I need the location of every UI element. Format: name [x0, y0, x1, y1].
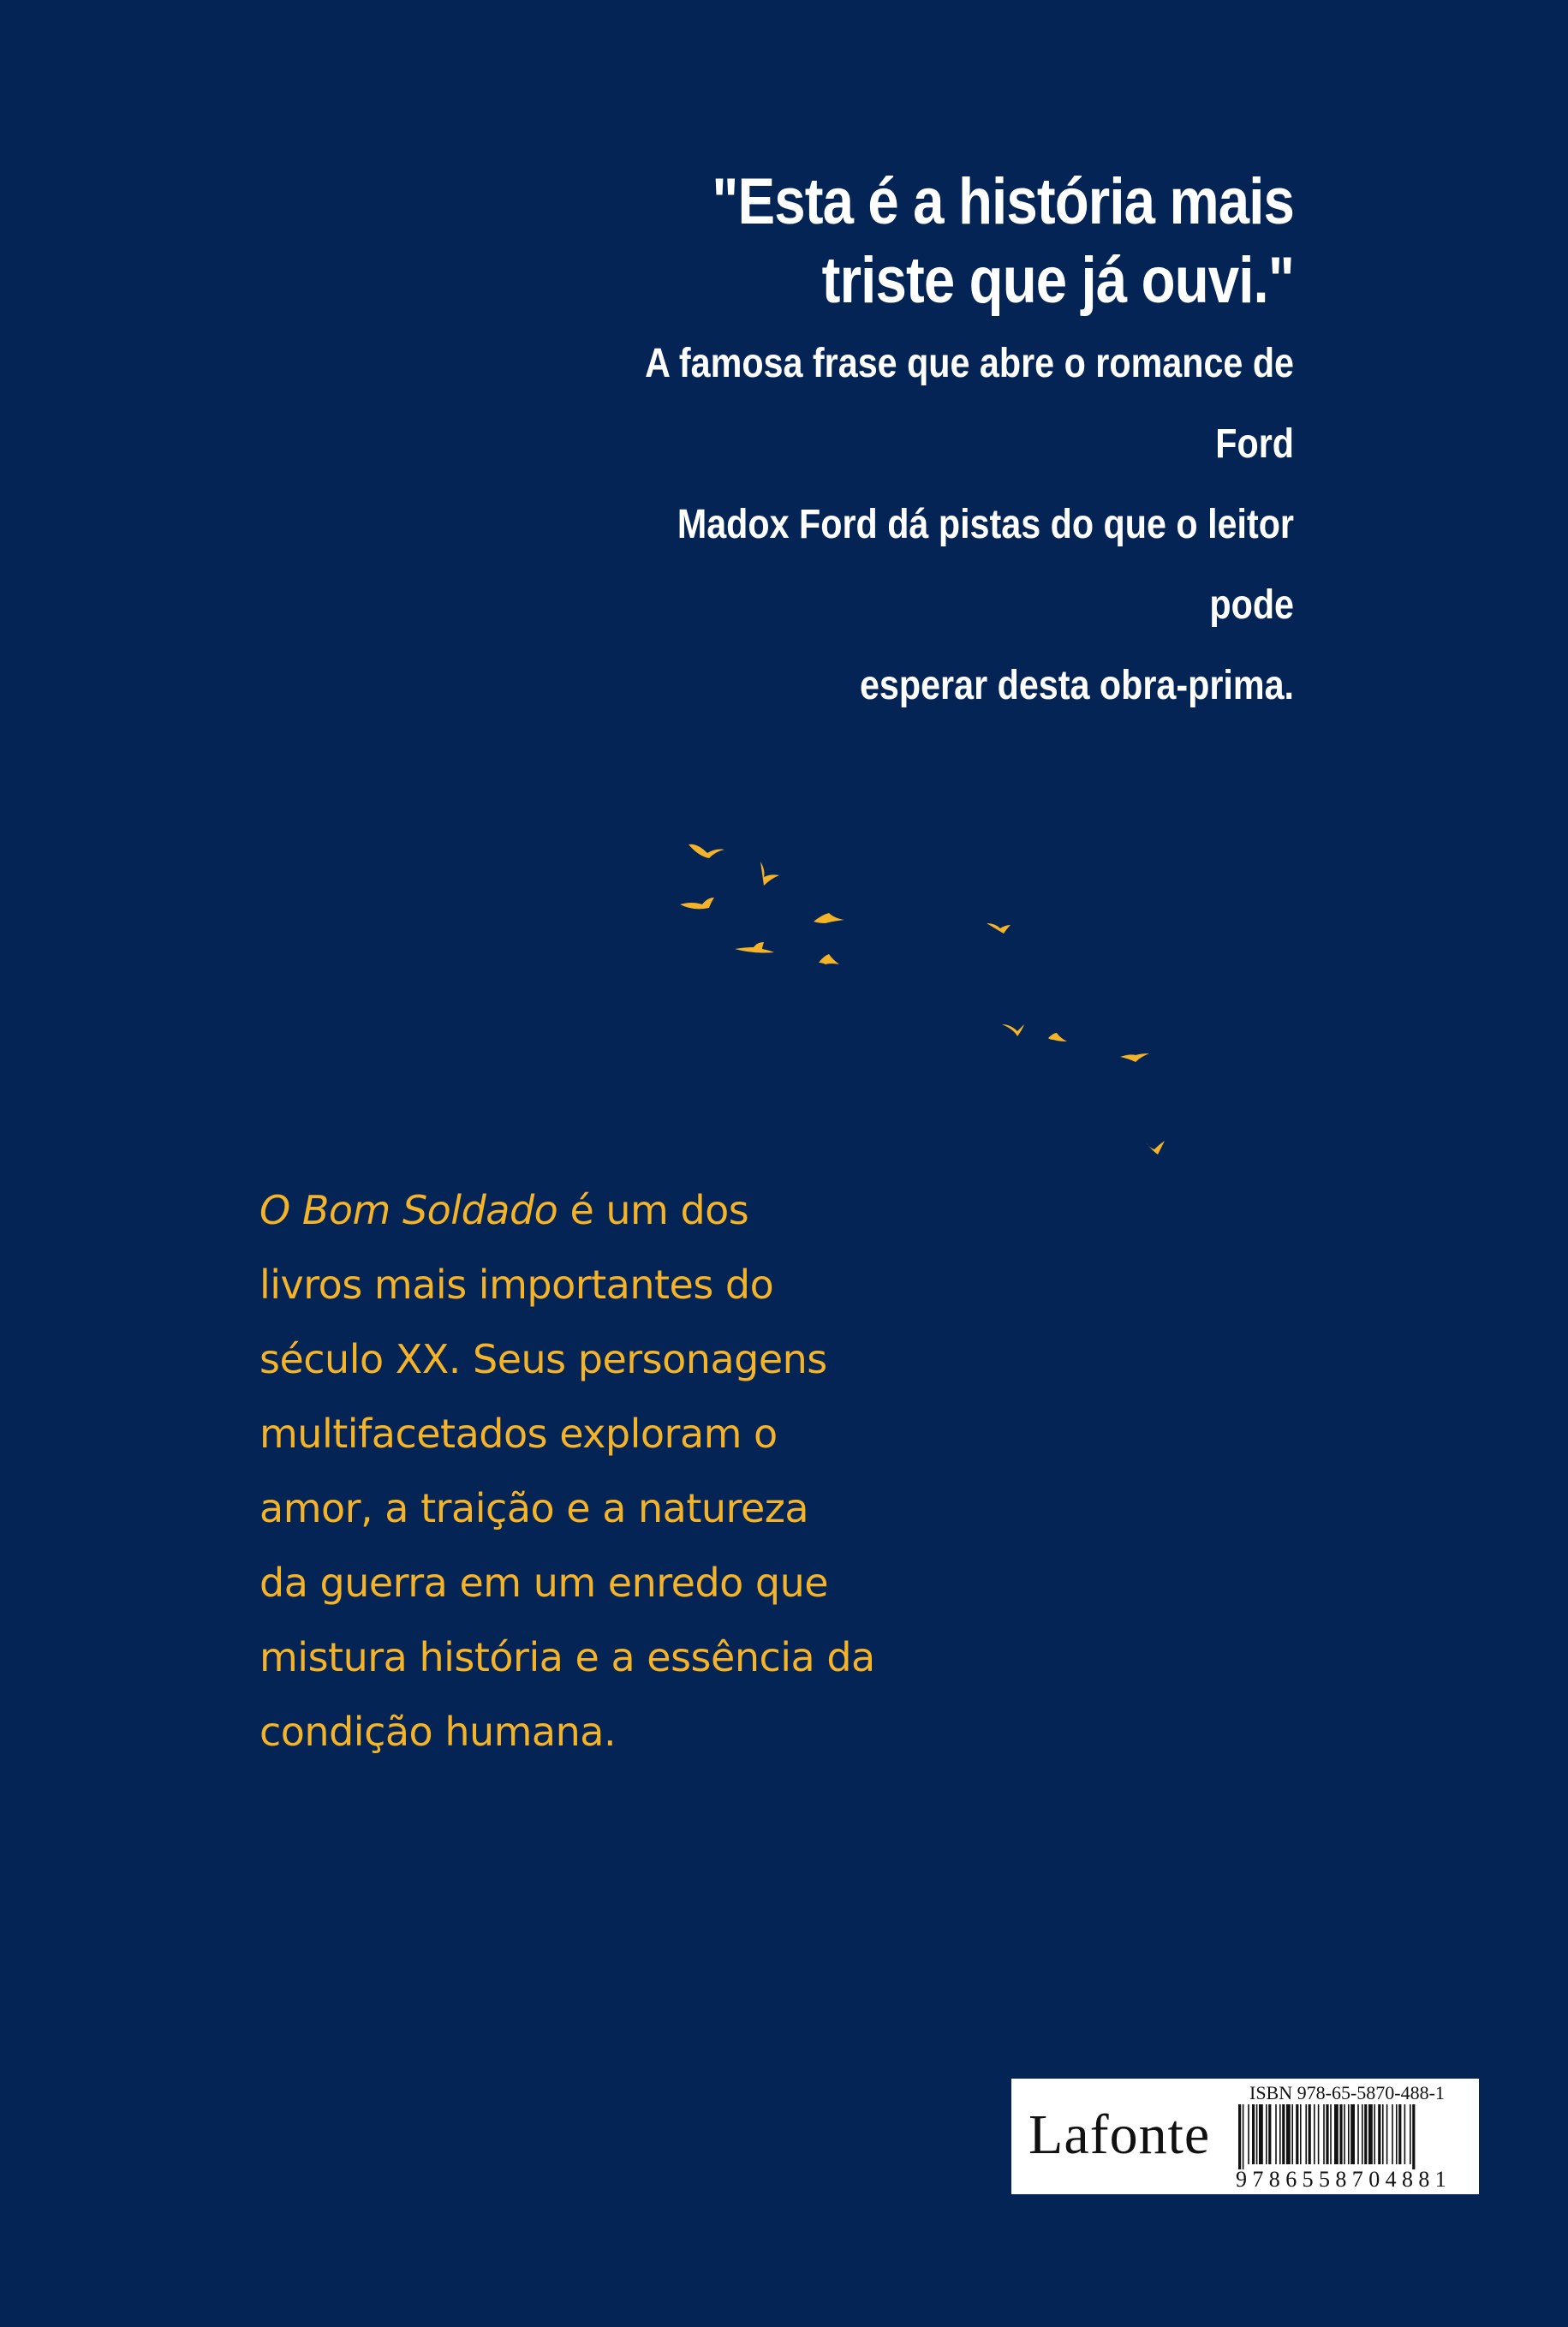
barcode-bar [1334, 2104, 1338, 2164]
barcode-bar [1374, 2104, 1375, 2164]
barcode-icon [1238, 2104, 1470, 2169]
bird-icon [987, 923, 1011, 934]
synopsis-line [259, 1173, 910, 1248]
barcode-bar [1314, 2104, 1315, 2164]
barcode-bar [1378, 2104, 1380, 2164]
quote-headline-line: "Esta é a história mais [712, 165, 1294, 238]
bird-icon [760, 862, 779, 886]
bird-icon [689, 844, 724, 858]
synopsis-text [259, 1173, 910, 1769]
barcode-bar [1362, 2104, 1363, 2164]
barcode-box [1011, 2079, 1479, 2194]
barcode-bar [1296, 2104, 1298, 2164]
barcode-bar [1326, 2104, 1328, 2164]
barcode-bar [1339, 2104, 1342, 2164]
barcode-bar [1364, 2104, 1367, 2164]
barcode-bar [1348, 2104, 1350, 2164]
synopsis-line: século XX. Seus personagens [259, 1336, 827, 1382]
bird-icon [819, 954, 839, 964]
barcode-bar [1305, 2104, 1307, 2164]
barcode-bar [1392, 2104, 1393, 2164]
book-title: O Bom Soldado [259, 1187, 558, 1233]
quote-subtext-line: esperar desta obra-prima. [859, 663, 1294, 708]
barcode-bar [1275, 2104, 1277, 2164]
synopsis-line-rest: é um dos [557, 1187, 749, 1233]
quote-block [472, 163, 1294, 726]
barcode-bar [1266, 2104, 1267, 2164]
barcode-bar [1344, 2104, 1345, 2164]
barcode-bar [1382, 2104, 1384, 2164]
isbn-label: ISBN 978-65-5870-488-1 [1249, 2082, 1445, 2103]
barcode-bar [1259, 2104, 1263, 2164]
barcode-bar [1300, 2104, 1302, 2164]
barcode-bar [1412, 2104, 1415, 2169]
barcode-bar [1330, 2104, 1332, 2164]
barcode-bar [1309, 2104, 1311, 2164]
bird-icon [1120, 1053, 1149, 1062]
barcode-bar [1357, 2104, 1359, 2164]
quote-subtext [587, 324, 1294, 726]
barcode-bar [1279, 2104, 1281, 2164]
synopsis-line: mistura história e a essência da [259, 1634, 875, 1680]
barcode-bar [1248, 2104, 1249, 2164]
barcode-bar [1256, 2104, 1258, 2164]
bird-icon [814, 913, 844, 923]
synopsis-line: livros mais importantes do [259, 1262, 774, 1308]
barcode-bar [1350, 2104, 1355, 2164]
barcode-bar [1386, 2104, 1388, 2164]
barcode-bar [1410, 2104, 1411, 2164]
synopsis-line: amor, a traição e a natureza [259, 1485, 809, 1531]
barcode-bar [1398, 2104, 1401, 2164]
quote-headline [587, 163, 1294, 320]
synopsis-line: condição humana. [259, 1709, 617, 1755]
barcode-bar [1291, 2104, 1293, 2164]
bird-icon [1146, 1141, 1165, 1155]
barcode-bar [1282, 2104, 1285, 2164]
barcode-bar [1252, 2104, 1255, 2164]
barcode-bar [1243, 2104, 1244, 2169]
publisher-logo: Lafonte [1028, 2103, 1211, 2166]
bird-icon [1048, 1033, 1067, 1041]
barcode-bar [1286, 2104, 1291, 2164]
synopsis-line: da guerra em um enredo que [259, 1560, 829, 1606]
barcode-bar [1238, 2104, 1241, 2169]
bird-icon [1002, 1024, 1024, 1036]
barcode-bar [1323, 2104, 1325, 2164]
barcode-bar [1404, 2104, 1406, 2164]
isbn-digits: 9786558704881 [1236, 2167, 1452, 2192]
synopsis-line: multifacetados exploram o [259, 1411, 778, 1457]
quote-subtext-line: A famosa frase que abre o romance de Ford [645, 341, 1294, 467]
flying-birds-icon [668, 822, 1216, 1182]
barcode-bar [1318, 2104, 1320, 2164]
quote-headline-line: triste que já ouvi." [821, 244, 1294, 317]
barcode-bar [1396, 2104, 1398, 2164]
barcode-bar [1368, 2104, 1373, 2164]
quote-subtext-line: Madox Ford dá pistas do que o leitor pode [677, 502, 1294, 628]
barcode-bar [1268, 2104, 1271, 2164]
bird-icon [680, 898, 714, 909]
bird-icon [735, 942, 774, 953]
